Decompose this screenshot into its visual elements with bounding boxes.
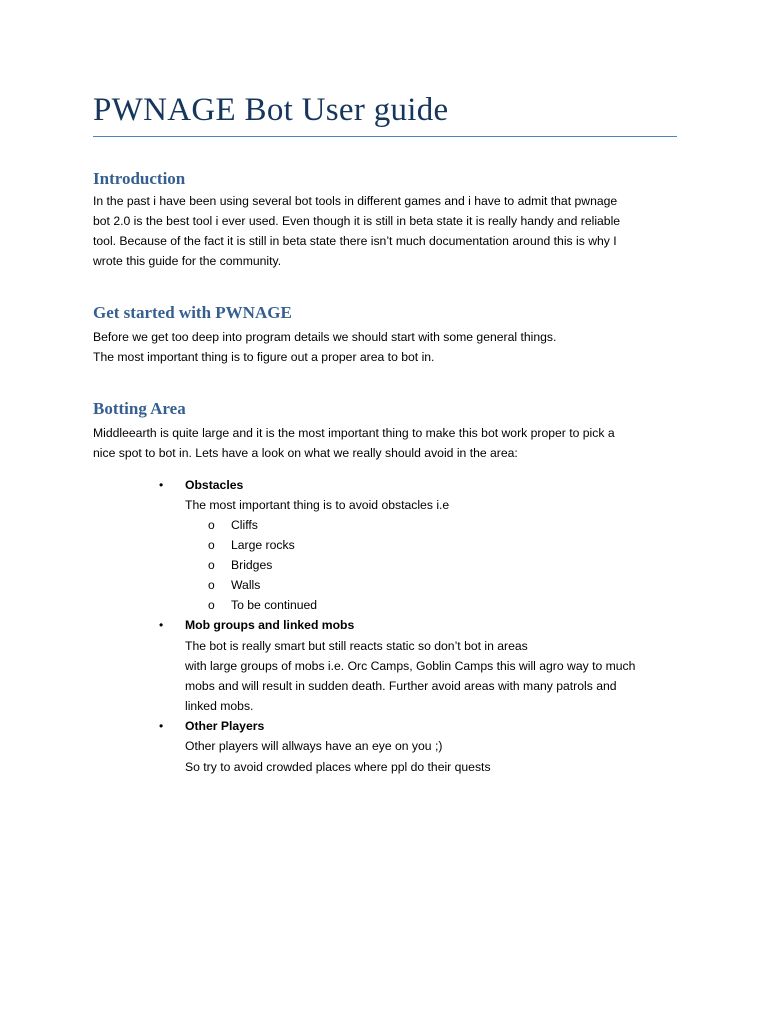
sub-bullet-marker: o: [208, 538, 215, 552]
sub-list-item: Walls: [231, 578, 261, 592]
bullet-marker: •: [159, 719, 164, 733]
intro-paragraph: [93, 191, 678, 271]
botting-area-line: nice spot to bot in. Lets have a look on what we really should avoid in the area:: [93, 446, 518, 460]
intro-line: bot 2.0 is the best tool i ever used. Even though it is still in beta state it is really handy and reliable: [93, 214, 621, 228]
sub-bullet-marker: o: [208, 518, 215, 532]
list-item-text: linked mobs.: [185, 699, 254, 713]
list-item-text: mobs and will result in sudden death. Further avoid areas with many patrols and: [185, 679, 617, 693]
botting-area-line: Middleearth is quite large and it is the most important thing to make this bot work proper to pick a: [93, 426, 615, 440]
sub-bullet-marker: o: [208, 598, 215, 612]
intro-line: tool. Because of the fact it is still in beta state there isn’t much documentation around this is why I: [93, 234, 617, 248]
sub-bullet-marker: o: [208, 558, 215, 572]
document-title: PWNAGE Bot User guide: [93, 92, 449, 128]
list-item-text: The most important thing is to avoid obstacles i.e: [185, 498, 450, 512]
intro-line: In the past i have been using several bot tools in different games and i have to admit that pwnage: [93, 194, 618, 208]
list-item-text: Other players will allways have an eye on you ;): [185, 739, 443, 753]
bullet-marker: •: [159, 618, 164, 632]
sub-list-item: Large rocks: [231, 538, 295, 552]
botting-area-paragraph: [93, 423, 678, 463]
sub-bullet-marker: o: [208, 578, 215, 592]
get-started-paragraph: [93, 327, 678, 367]
sub-list-item: To be continued: [231, 598, 318, 612]
list-item-label: Other Players: [185, 719, 265, 733]
list-item-text: with large groups of mobs i.e. Orc Camps, Goblin Camps this will agro way to much: [185, 659, 636, 673]
list-item-label: Mob groups and linked mobs: [185, 618, 355, 632]
heading-introduction: Introduction: [93, 169, 186, 188]
sub-list-item: Bridges: [231, 558, 273, 572]
bullet-marker: •: [159, 478, 164, 492]
list-item-text: The bot is really smart but still reacts static so don’t bot in areas: [185, 639, 528, 653]
list-item-label: Obstacles: [185, 478, 244, 492]
get-started-line: Before we get too deep into program details we should start with some general things.: [93, 330, 557, 344]
sub-list-item: Cliffs: [231, 518, 258, 532]
get-started-line: The most important thing is to figure out a proper area to bot in.: [93, 350, 435, 364]
heading-get-started: Get started with PWNAGE: [93, 303, 292, 322]
list-item-text: So try to avoid crowded places where ppl do their quests: [185, 760, 491, 774]
intro-line: wrote this guide for the community.: [93, 254, 282, 268]
heading-botting-area: Botting Area: [93, 399, 186, 418]
title-underline: [93, 136, 677, 137]
